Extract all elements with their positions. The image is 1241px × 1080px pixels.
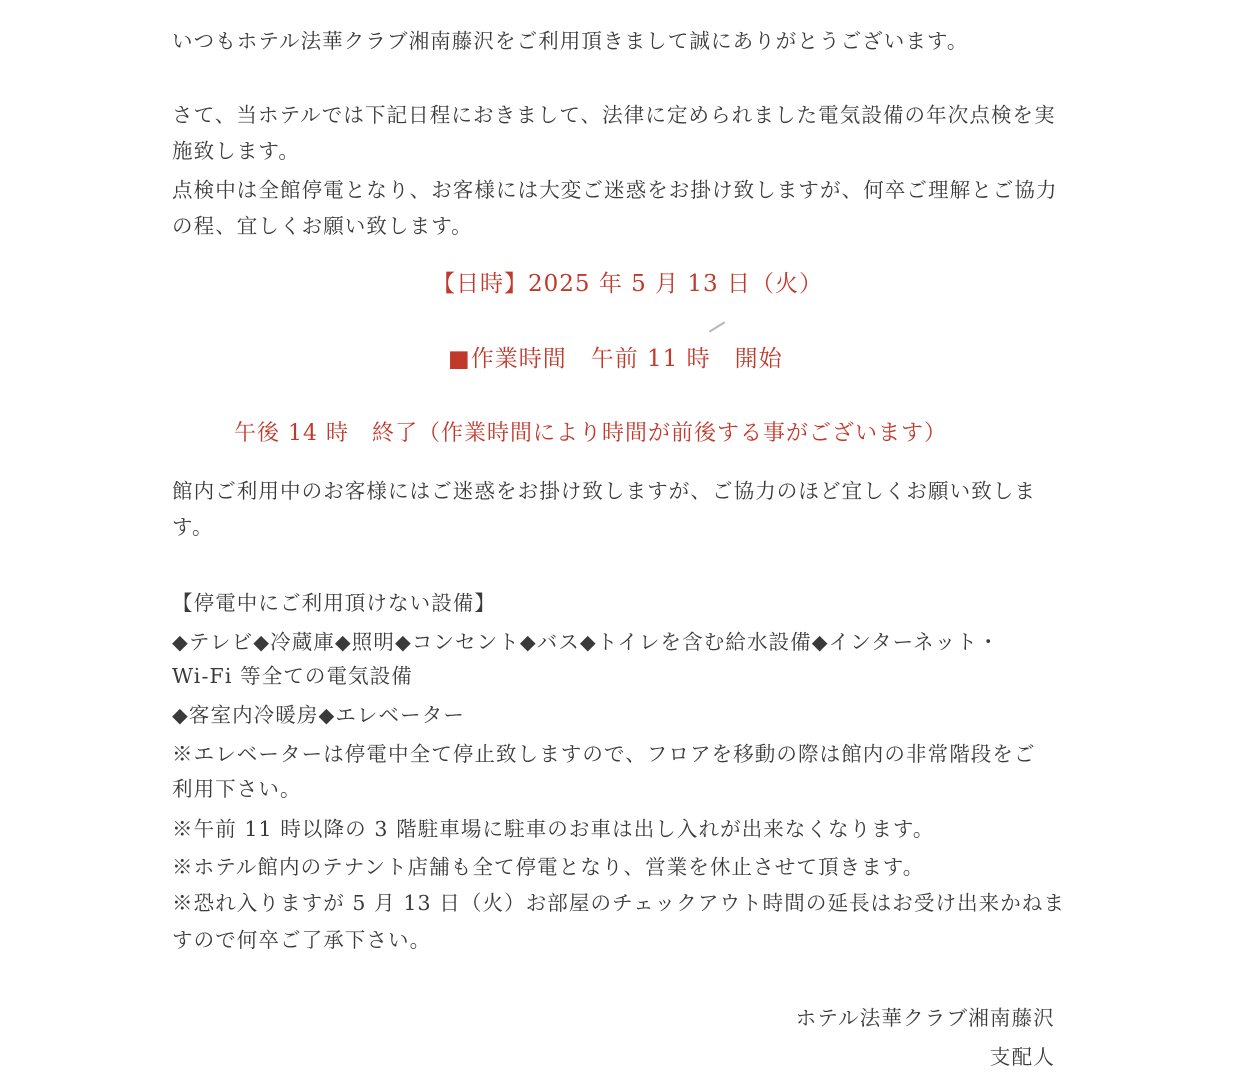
intro-line-3: 点検中は全館停電となり、お客様には大変ご迷惑をお掛け致しますが、何卒ご理解とご協力 bbox=[172, 178, 1058, 202]
scan-mark bbox=[709, 321, 725, 332]
apology-line-1: 館内ご利用中のお客様にはご迷惑をお掛け致しますが、ご協力のほど宜しくお願い致しま bbox=[172, 479, 1036, 503]
note-elevator-line-2: 利用下さい。 bbox=[172, 777, 302, 801]
unavailable-heading: 【停電中にご利用頂けない設備】 bbox=[172, 591, 496, 615]
intro-line-1: さて、当ホテルでは下記日程におきまして、法律に定められました電気設備の年次点検を実 bbox=[172, 103, 1056, 127]
unavailable-line-2: Wi-Fi 等全ての電気設備 bbox=[172, 664, 413, 688]
note-elevator-line-1: ※エレベーターは停電中全て停止致しますので、フロアを移動の際は館内の非常階段をご bbox=[172, 742, 1036, 766]
greeting-text: いつもホテル法華クラブ湘南藤沢をご利用頂きまして誠にありがとうございます。 bbox=[172, 29, 969, 53]
signature-title: 支配人 bbox=[989, 1045, 1055, 1069]
intro-line-4: の程、宜しくお願い致します。 bbox=[172, 214, 473, 238]
schedule-date: 【日時】2025 年 5 月 13 日（火） bbox=[432, 271, 823, 297]
intro-line-2: 施致します。 bbox=[172, 139, 300, 163]
signature-hotel-name: ホテル法華クラブ湘南藤沢 bbox=[795, 1006, 1055, 1030]
schedule-end-time: 午後 14 時 終了（作業時間により時間が前後する事がございます） bbox=[234, 421, 947, 446]
note-parking: ※午前 11 時以降の 3 階駐車場に駐車のお車は出し入れが出来なくなります。 bbox=[172, 817, 935, 841]
apology-line-2: す。 bbox=[172, 515, 214, 539]
schedule-start-time: ■作業時間 午前 11 時 開始 bbox=[448, 346, 783, 372]
note-checkout-line-2: すので何卒ご了承下さい。 bbox=[172, 928, 432, 952]
note-checkout-line-1: ※恐れ入りますが 5 月 13 日（火）お部屋のチェックアウト時間の延長はお受け出来かねま bbox=[172, 891, 1066, 915]
unavailable-line-3: ◆客室内冷暖房◆エレベーター bbox=[172, 703, 465, 727]
note-tenants: ※ホテル館内のテナント店舗も全て停電となり、営業を休止させて頂きます。 bbox=[172, 855, 925, 879]
unavailable-line-1: ◆テレビ◆冷蔵庫◆照明◆コンセント◆バス◆トイレを含む給水設備◆インターネット・ bbox=[172, 630, 1000, 654]
